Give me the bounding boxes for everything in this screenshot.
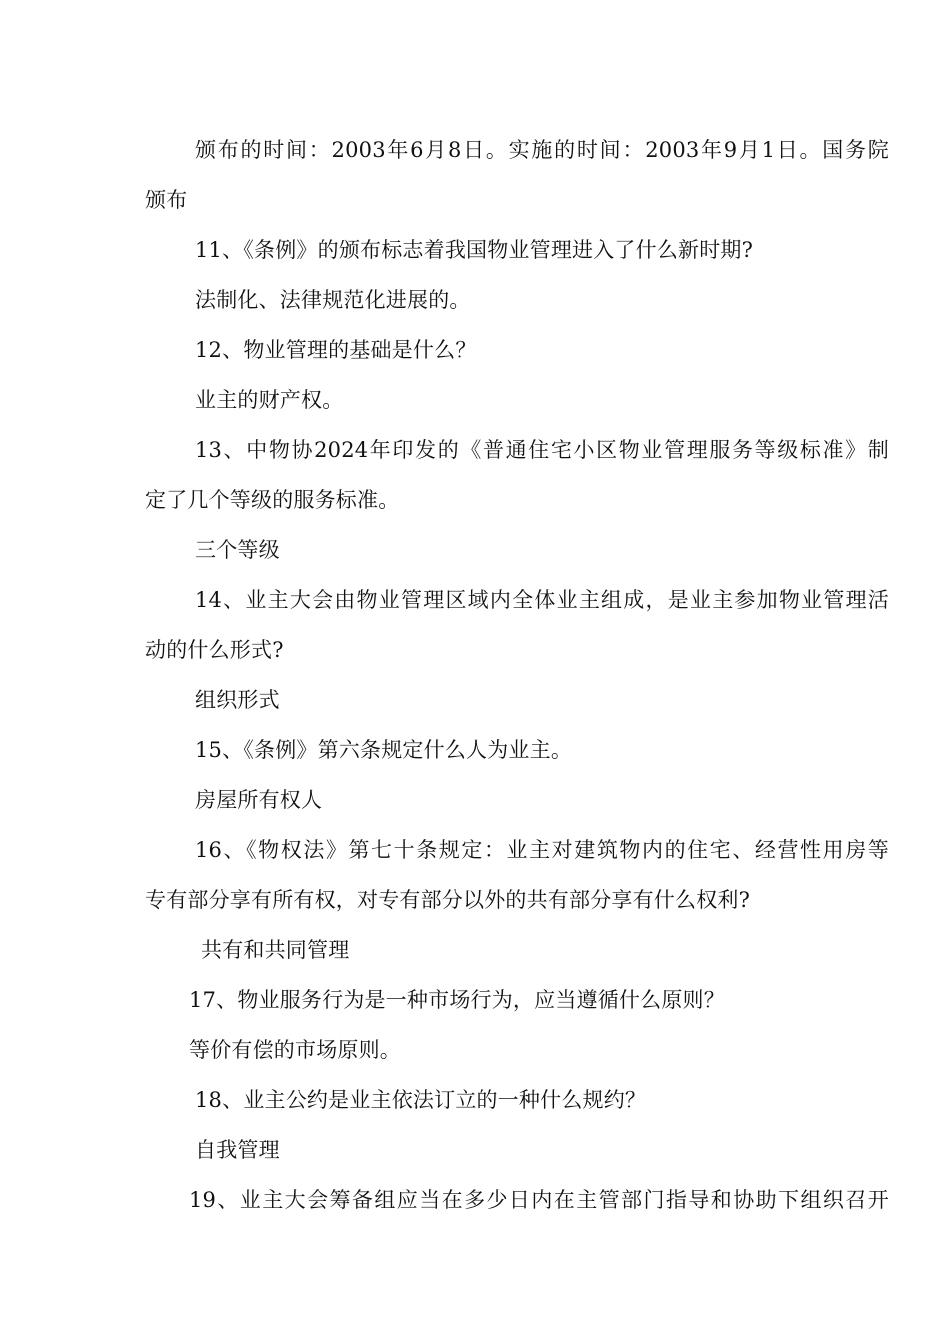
text-line: 颁布的时间：2003年6月8日。实施的时间：2003年9月1日。国务院: [195, 138, 889, 162]
answer-line: 房屋所有权人: [195, 788, 323, 812]
question-line: 18、业主公约是业主依法订立的一种什么规约？: [195, 1088, 647, 1112]
question-line: 15、《条例》第六条规定什么人为业主。: [195, 738, 573, 762]
question-line: 11、《条例》的颁布标志着我国物业管理进入了什么新时期?: [195, 238, 754, 262]
answer-line: 三个等级: [195, 538, 280, 562]
answer-line: 等价有偿的市场原则。: [189, 1038, 401, 1062]
question-line: 12、物业管理的基础是什么？: [195, 338, 477, 362]
question-line: 定了几个等级的服务标准。: [145, 488, 400, 512]
answer-line: 业主的财产权。: [195, 388, 344, 412]
question-line: 13、中物协2024年印发的《普通住宅小区物业管理服务等级标准》制: [195, 438, 889, 462]
question-line: 17、物业服务行为是一种市场行为，应当遵循什么原则？: [189, 988, 725, 1012]
question-line: 动的什么形式?: [145, 638, 284, 662]
answer-line: 自我管理: [195, 1138, 280, 1162]
question-line: 专有部分享有所有权，对专有部分以外的共有部分享有什么权利?: [145, 888, 751, 912]
question-line: 16、《物权法》第七十条规定：业主对建筑物内的住宅、经营性用房等: [195, 838, 889, 862]
question-line: 14、业主大会由物业管理区域内全体业主组成，是业主参加物业管理活: [195, 588, 889, 612]
answer-line: 法制化、法律规范化进展的。: [195, 288, 471, 312]
answer-line: 组织形式: [195, 688, 280, 712]
question-line: 19、业主大会筹备组应当在多少日内在主管部门指导和协助下组织召开: [189, 1188, 889, 1212]
answer-line: 共有和共同管理: [201, 938, 350, 962]
text-line: 颁布: [145, 188, 188, 212]
